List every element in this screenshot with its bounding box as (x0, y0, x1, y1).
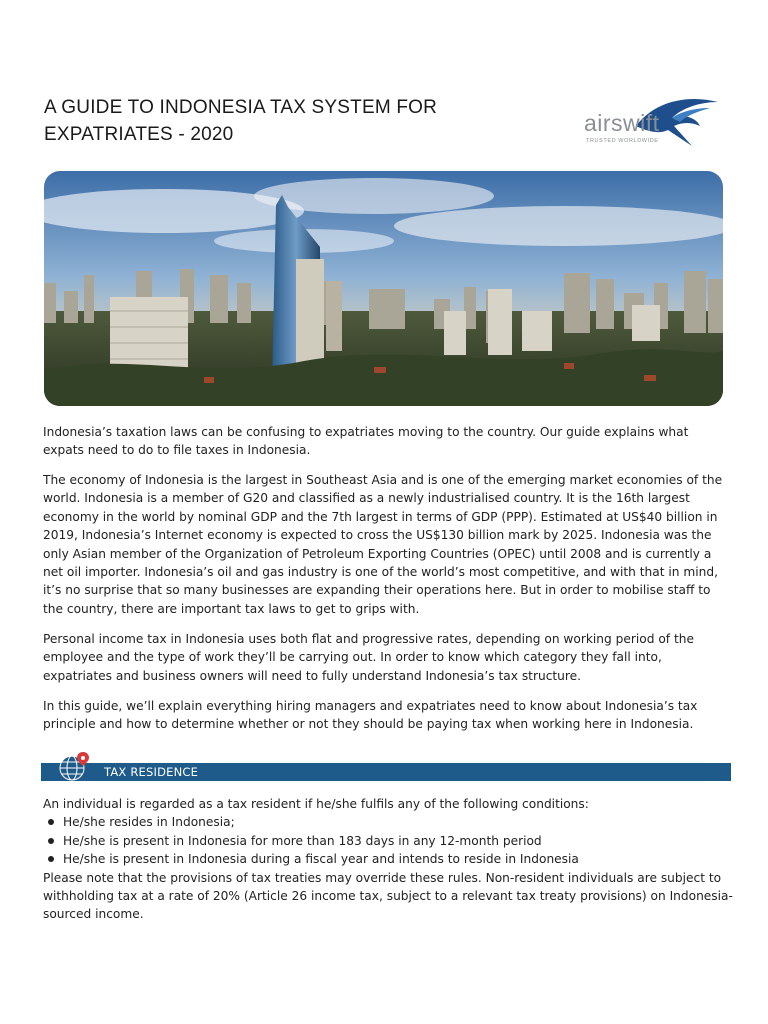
logo-tagline: TRUSTED WORLDWIDE (586, 138, 659, 144)
jakarta-skyline-photo (44, 171, 723, 406)
tax-residence-lead: An individual is regarded as a tax resident if he/she fulfils any of the following conditions: (43, 797, 589, 811)
list-item: He/she is present in Indonesia during a fiscal year and intends to reside in Indonesia (43, 850, 733, 868)
intro-paragraph-2: The economy of Indonesia is the largest in Southeast Asia and is one of the emerging market economies of the world. Indonesia is a member of G20 and classified as a newly industrialised country. It is the 16th largest economy in the world by nominal GDP and the 7th largest in terms of GDP (PPP). Estimated at US$40 billion in 2019, Indonesia’s Internet economy is expected to cross the US$130 billion mark by 2025. Indonesia was the only Asian member of the Organization of Petroleum Exporting Countries (OPEC) until 2008 and is currently a net oil importer. Indonesia’s oil and gas industry is one of the world’s most competitive, and with that in mind, it’s no surprise that so many businesses are expanding their operations here. But in order to mobilise staff to the country, there are important tax laws to get to grips with. (43, 473, 723, 616)
section-title: TAX RESIDENCE (104, 765, 199, 779)
logo-wordmark: airswift (584, 110, 660, 136)
list-item: He/she is present in Indonesia for more than 183 days in any 12-month period (43, 832, 733, 850)
skyline-illustration (44, 171, 723, 406)
title-line-1: A GUIDE TO INDONESIA TAX SYSTEM FOR (44, 97, 438, 118)
intro-paragraph-1: Indonesia’s taxation laws can be confusing to expatriates moving to the country. Our guide explains what expats need to do to file taxes in Indonesia. (43, 425, 689, 458)
list-item: He/she resides in Indonesia; (43, 813, 733, 831)
intro-paragraph-3: Personal income tax in Indonesia uses both flat and progressive rates, depending on working period of the employee and the type of work they’ll be carrying out. In order to know which category they fall into, expatriates and business owners will need to fully understand Indonesia’s tax structure. (43, 632, 694, 683)
title-line-2: EXPATRIATES - 2020 (44, 124, 234, 145)
globe-pin-icon (56, 750, 92, 782)
airswift-logo (582, 96, 724, 152)
tax-residence-content (43, 795, 733, 924)
document-title (44, 94, 564, 148)
intro-paragraph-4: In this guide, we’ll explain everything hiring managers and expatriates need to know about Indonesia’s tax principle and how to determine whether or not they should be paying tax when working here in Indonesia. (43, 699, 698, 732)
residence-conditions-list (43, 813, 733, 868)
tax-treaty-note: Please note that the provisions of tax treaties may override these rules. Non-resident individuals are subject to withholding tax at a rate of 20% (Article 26 income tax, subject to a relevant tax treaty provisions) on Indonesia-sourced income. (43, 870, 733, 922)
